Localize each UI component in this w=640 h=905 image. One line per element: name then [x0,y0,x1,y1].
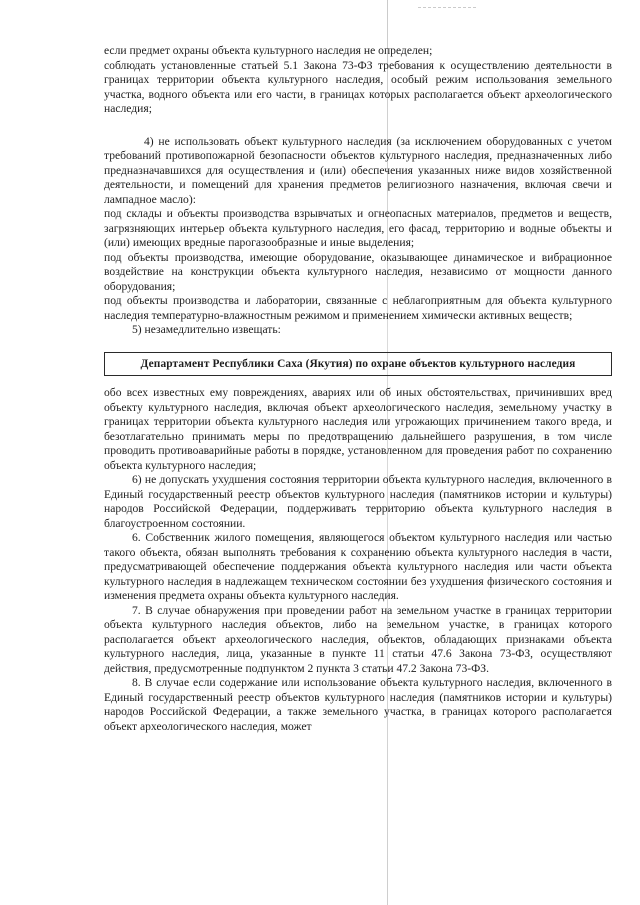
document-page [104,44,612,734]
paragraph-6: 6. Собственник жилого помещения, являющегося объектом культурного наследия или частью такого объекта, обязан выполнять требования к сохранению объекта культурного наследия в части, предусматривающей обеспечение поддержания объекта культурного наследия или части объекта культурного наследия в надлежащем техническом состоянии без ухудшения физического состояния и изменения предмета охраны объекта культурного наследия. [104,531,612,602]
section1-para: соблюдать установленные статьей 5.1 Закона 73-ФЗ требования к осуществлению деятельности в границах территории объекта культурного наследия, особый режим использования земельного участка, водного объекта или его части, в границах которых располагается объект археологического наследия; [104,58,612,115]
section1-line1: если предмет охраны объекта культурного наследия не определен; [104,44,433,57]
item-4-sub-3: под объекты производства и лаборатории, связанные с неблагоприятным для объекта культурного наследия температурно-влажностным режимом и применением химически активных веществ; [104,294,612,322]
item-6-sub: 6) не допускать ухудшения состояния территории объекта культурного наследия, включенного в Единый государственный реестр объектов культурного наследия (памятников истории и культуры) народов Российской Федерации, поддерживать территорию объекта культурного наследия в благоустроенном состоянии. [104,473,612,530]
item-4: 4) не использовать объект культурного наследия (за исключением оборудованных с учетом требований противопожарной безопасности объектов культурного наследия, предназначенных либо предназначавшихся для осуществления и (или) обеспечения указанных ниже видов хозяйственной деятельности, и помещений для хранения предметов религиозного назначения, включая свечи и лампадное масло): [104,134,612,206]
paragraph-8: 8. В случае если содержание или использование объекта культурного наследия, включенного в Единый государственный реестр объектов культурного наследия (памятников истории и культуры) народов Российской Федерации, а также земельного участка, в границах которого располагается объект археологического наследия, может [104,676,612,733]
scan-artifact [418,0,476,8]
item-5: 5) незамедлительно извещать: [132,323,281,336]
department-banner: Департамент Республики Саха (Якутия) по охране объектов культурного наследия [104,352,612,377]
item-4-sub-1: под склады и объекты производства взрывчатых и огнеопасных материалов, предметов и веществ, загрязняющих интерьер объекта культурного наследия, его фасад, территорию и водные объекты и (или) имеющих вредные парогазообразные и иные выделения; [104,207,612,249]
item-5-body: обо всех известных ему повреждениях, авариях или об иных обстоятельствах, причинивших вред объекту культурного наследия, включая объект археологического наследия, земельному участку в границах территории объекта культурного наследия или угрожающих причинением такого вреда, и безотлагательно принимать меры по предотвращению дальнейшего разрушения, в том числе проводить противоаварийные работы в порядке, установленном для проведения работ по сохранению объекта культурного наследия; [104,386,612,472]
item-4-sub-2: под объекты производства, имеющие оборудование, оказывающее динамическое и вибрационное воздействие на конструкции объекта культурного наследия, независимо от мощности данного оборудования; [104,250,612,293]
paragraph-7: 7. В случае обнаружения при проведении работ на земельном участке в границах территории объекта культурного наследия объектов, либо на земельном участке, в границах которого располагается объект археологического наследия, объектов, обладающих признаками объекта культурного наследия, лица, указанные в пункте 11 статьи 47.6 Закона 73-ФЗ, осуществляют действия, предусмотренные подпунктом 2 пункта 3 статьи 47.2 Закона 73-ФЗ. [104,603,612,675]
